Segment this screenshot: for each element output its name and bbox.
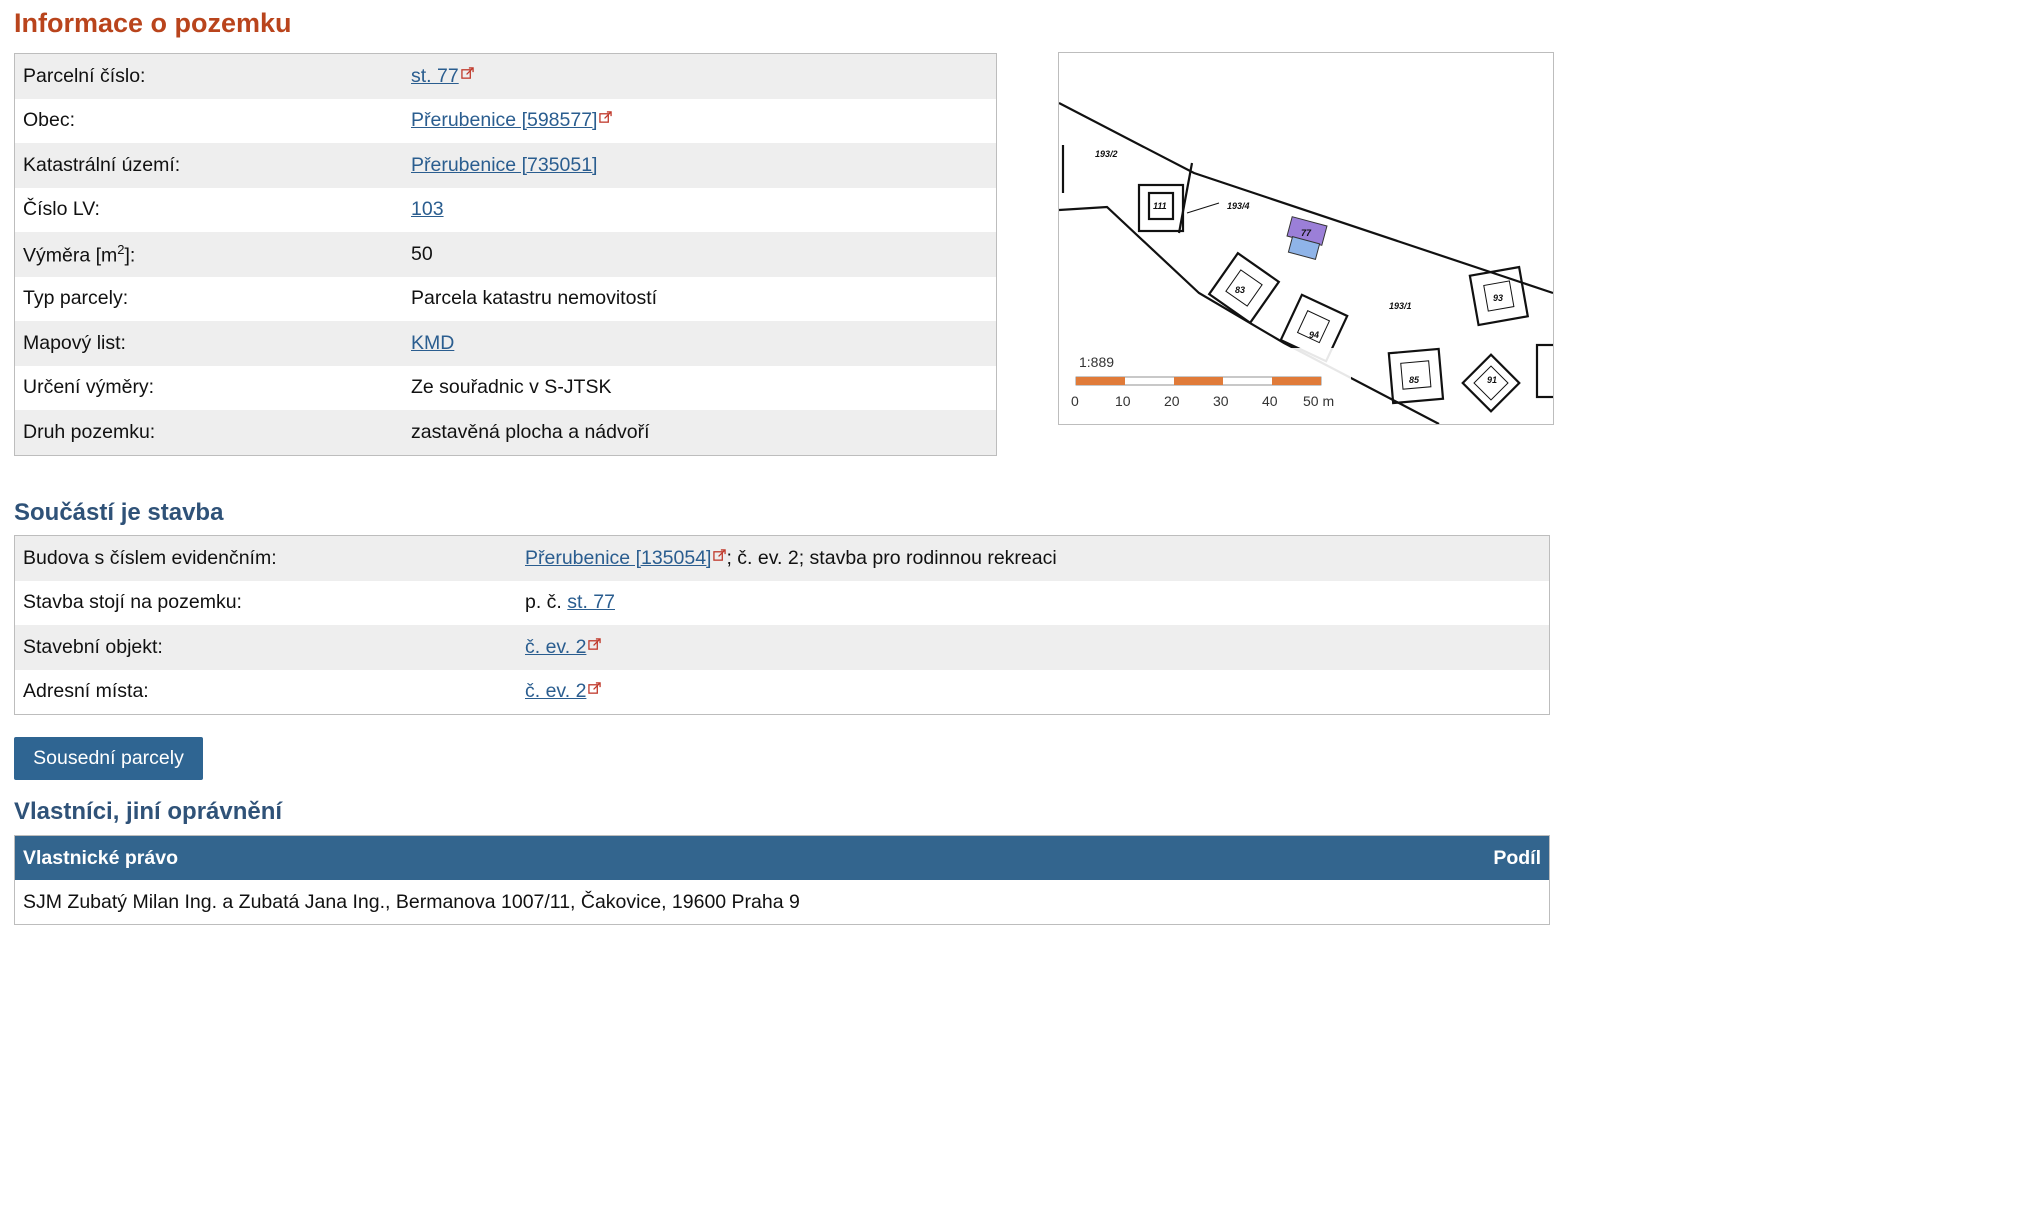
cadastral-map[interactable]	[1058, 52, 1554, 425]
cadastral-area-link[interactable]: Přerubenice [735051]	[411, 153, 598, 176]
row-value	[517, 625, 1550, 670]
row-label: Parcelní číslo:	[15, 54, 404, 99]
table-row	[15, 321, 997, 366]
row-value	[517, 670, 1550, 715]
row-value	[403, 188, 997, 233]
info-title: Informace o pozemku	[14, 8, 292, 38]
column-header-share: Podíl	[1132, 836, 1550, 881]
scale-bar	[1059, 348, 1351, 424]
highlighted-parcel	[1287, 217, 1327, 260]
scale-tick: 30	[1213, 393, 1229, 409]
map-sheet-link[interactable]: KMD	[411, 331, 455, 354]
column-header-right: Vlastnické právo	[15, 836, 1132, 881]
address-place-link[interactable]: č. ev. 2	[525, 680, 587, 703]
map-label: 91	[1487, 375, 1498, 385]
building-table	[14, 535, 1550, 715]
building-description: ; č. ev. 2; stavba pro rodinnou rekreaci	[726, 546, 1057, 569]
row-label: Stavební objekt:	[15, 625, 518, 670]
neighbor-parcels-button[interactable]: Sousední parcely	[14, 737, 203, 780]
lv-number-link[interactable]: 103	[411, 198, 444, 221]
map-label: 193/4	[1227, 201, 1250, 211]
row-value: zastavěná plocha a nádvoří	[403, 410, 997, 455]
table-row	[15, 581, 1550, 626]
external-link-icon[interactable]	[599, 111, 612, 124]
scale-tick: 20	[1164, 393, 1180, 409]
row-label: Číslo LV:	[15, 188, 404, 233]
map-label: 85	[1409, 375, 1420, 385]
row-value: Parcela katastru nemovitostí	[403, 277, 997, 322]
row-label: Typ parcely:	[15, 277, 404, 322]
table-row	[15, 625, 1550, 670]
map-label: 193/1	[1389, 301, 1412, 311]
scale-tick: 50 m	[1303, 393, 1335, 409]
map-label: 93	[1493, 293, 1504, 303]
table-row	[15, 143, 997, 188]
row-label: Mapový list:	[15, 321, 404, 366]
row-label: Výměra $[m^2]$:	[15, 232, 404, 277]
building-title: Součástí je stavba	[14, 499, 224, 526]
scale-tick: 40	[1262, 393, 1278, 409]
municipality-link[interactable]: Přerubenice [598577]	[411, 109, 598, 132]
owners-table	[14, 835, 1550, 925]
owners-title: Vlastníci, jiní oprávnění	[14, 798, 283, 825]
parcel-info-table	[14, 53, 997, 456]
row-label: Určení výměry:	[15, 366, 404, 411]
row-label: Druh pozemku:	[15, 410, 404, 455]
row-label: Katastrální území:	[15, 143, 404, 188]
external-link-icon[interactable]	[588, 638, 601, 651]
map-label: 77	[1301, 228, 1312, 238]
map-label: 111	[1153, 201, 1167, 211]
external-link-icon[interactable]	[461, 67, 474, 80]
row-label: Stavba stojí na pozemku:	[15, 581, 518, 626]
row-value	[403, 99, 997, 144]
table-row	[15, 277, 997, 322]
scale-tick: 10	[1115, 393, 1131, 409]
row-value: Ze souřadnic v S-JTSK	[403, 366, 997, 411]
row-label: Budova s číslem evidenčním:	[15, 536, 518, 581]
standing-parcel-link[interactable]: st. 77	[567, 591, 615, 614]
row-value: 50	[403, 232, 997, 277]
owner-entry: SJM Zubatý Milan Ing. a Zubatá Jana Ing., Bermanova 1007/11, Čakovice, 19600 Praha 9	[15, 880, 1550, 925]
table-row	[15, 670, 1550, 715]
map-label: 83	[1235, 285, 1246, 295]
parcel-number-link[interactable]: st. 77	[411, 64, 459, 87]
external-link-icon[interactable]	[588, 682, 601, 695]
table-row	[15, 536, 1550, 581]
table-row	[15, 188, 997, 233]
row-value	[403, 54, 997, 99]
table-header	[15, 836, 1550, 881]
table-row	[15, 54, 997, 99]
row-value: p. č. st. 77	[517, 581, 1550, 626]
table-row	[15, 410, 997, 455]
row-value	[403, 143, 997, 188]
building-link[interactable]: Přerubenice [135054]	[525, 546, 712, 569]
map-scale-text: 1:889	[1079, 354, 1115, 370]
table-row	[15, 880, 1550, 925]
map-svg	[1059, 53, 1553, 424]
construction-object-link[interactable]: č. ev. 2	[525, 635, 587, 658]
table-row	[15, 99, 997, 144]
row-label: Adresní místa:	[15, 670, 518, 715]
row-value	[403, 321, 997, 366]
scale-tick: 0	[1071, 393, 1079, 409]
row-value	[517, 536, 1550, 581]
table-row	[15, 366, 997, 411]
row-label: Obec:	[15, 99, 404, 144]
table-row	[15, 232, 997, 277]
map-label: 94	[1309, 330, 1320, 340]
external-link-icon[interactable]	[713, 549, 726, 562]
map-label: 193/2	[1095, 149, 1118, 159]
